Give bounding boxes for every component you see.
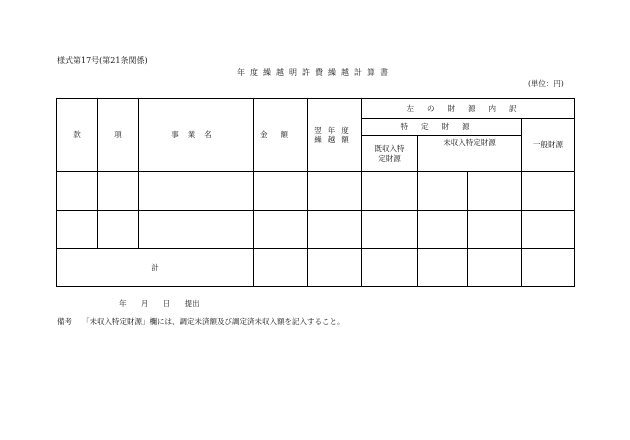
cell-kan[interactable] xyxy=(57,172,98,211)
header-unreceived-specific: 未収入特定財源 xyxy=(418,136,522,172)
header-general-funding: 一般財源 xyxy=(522,119,575,172)
cell-carryover[interactable] xyxy=(308,211,362,249)
header-specific-funding: 特定財源 xyxy=(362,119,522,136)
cell-jigyo[interactable] xyxy=(139,172,254,211)
cell-unreceived-a[interactable] xyxy=(418,172,468,211)
cell-unreceived-a[interactable] xyxy=(418,211,468,249)
cell-carryover[interactable] xyxy=(308,172,362,211)
header-kou: 項 xyxy=(98,99,139,172)
cell-unreceived-b[interactable] xyxy=(468,211,522,249)
total-carryover[interactable] xyxy=(308,249,362,287)
total-row xyxy=(57,249,575,287)
total-unreceived-b[interactable] xyxy=(468,249,522,287)
header-jigyo-name: 事業名 xyxy=(139,99,254,172)
remarks-text: 「未収入特定財源」欄には、調定未済額及び調定済未収入額を記入すること。 xyxy=(82,317,345,326)
header-received-specific: 既収入特 定財源 xyxy=(362,136,418,172)
total-label: 計 xyxy=(57,249,254,287)
cell-kou[interactable] xyxy=(98,172,139,211)
submission-date-line: 年 月 日 提出 xyxy=(119,299,200,308)
total-received[interactable] xyxy=(362,249,418,287)
document-title: 年度繰越明許費繰越計算書 xyxy=(237,68,393,77)
form-number: 様式第17号(第21条関係) xyxy=(57,56,148,65)
remarks-label: 備考 xyxy=(57,317,72,326)
cell-kou[interactable] xyxy=(98,211,139,249)
header-kingaku: 金額 xyxy=(254,99,308,172)
total-general[interactable] xyxy=(522,249,575,287)
cell-kan[interactable] xyxy=(57,211,98,249)
data-row xyxy=(57,172,575,211)
header-kan: 款 xyxy=(57,99,98,172)
unit-label: (単位：円) xyxy=(528,79,564,88)
cell-unreceived-b[interactable] xyxy=(468,172,522,211)
total-kingaku[interactable] xyxy=(254,249,308,287)
cell-received[interactable] xyxy=(362,172,418,211)
cell-general[interactable] xyxy=(522,172,575,211)
cell-jigyo[interactable] xyxy=(139,211,254,249)
cell-kingaku[interactable] xyxy=(254,172,308,211)
carryover-table xyxy=(56,98,575,287)
total-unreceived-a[interactable] xyxy=(418,249,468,287)
header-funding-breakdown: 左の財源内訳 xyxy=(362,99,575,119)
header-carryover: 翌年度 繰越額 xyxy=(308,99,362,172)
cell-kingaku[interactable] xyxy=(254,211,308,249)
cell-received[interactable] xyxy=(362,211,418,249)
header-row-1 xyxy=(57,99,575,119)
data-row xyxy=(57,211,575,249)
cell-general[interactable] xyxy=(522,211,575,249)
